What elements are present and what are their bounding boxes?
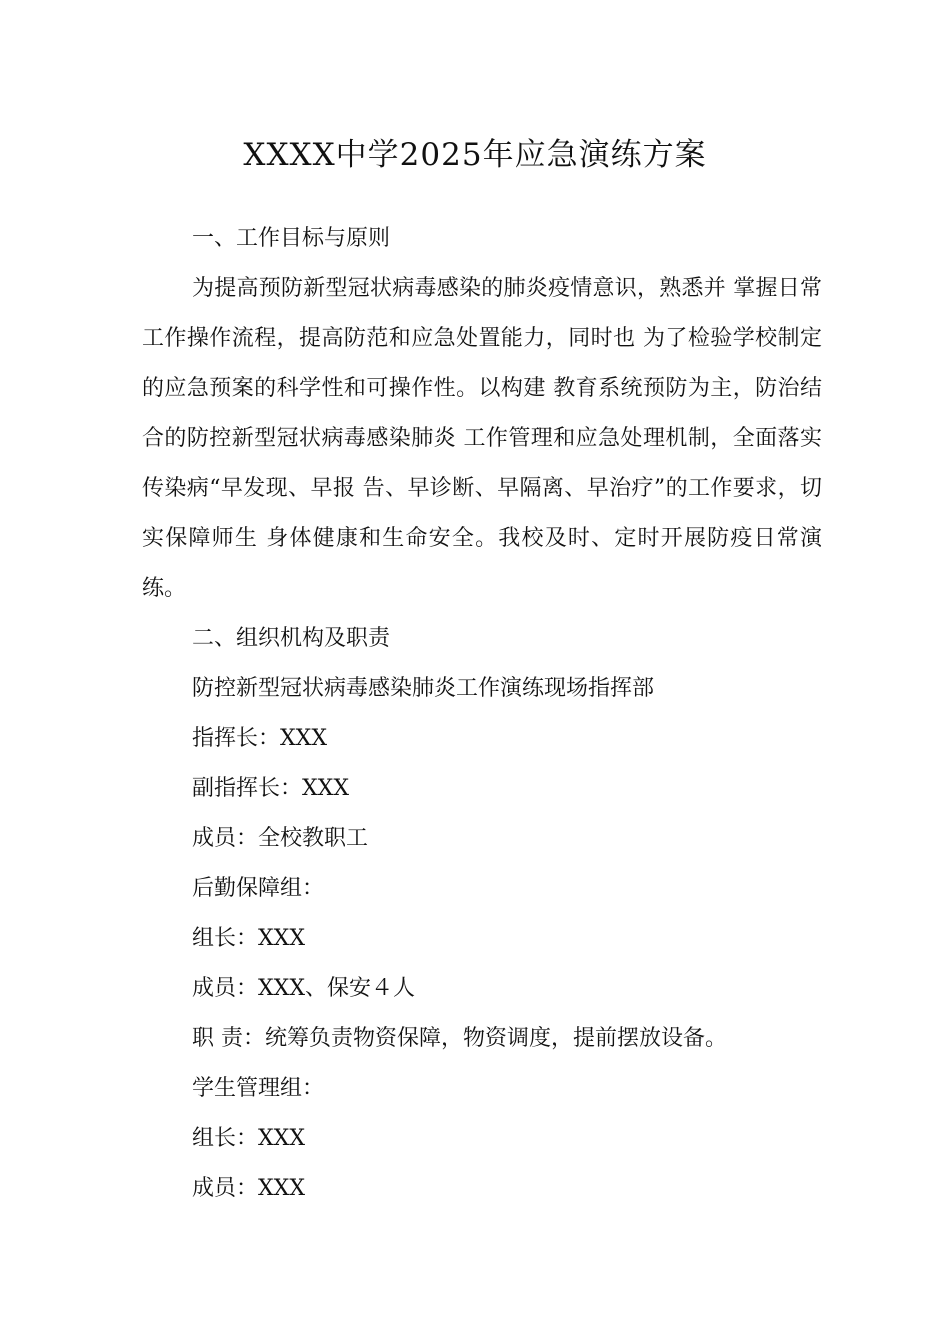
line-members-all-staff: 成员：全校教职工 bbox=[192, 826, 369, 851]
document-title: XXXX中学2025年应急演练方案 bbox=[243, 137, 707, 173]
line-logistics-group: 后勤保障组： bbox=[192, 876, 325, 901]
document-body bbox=[142, 214, 822, 1214]
line-commander: 指挥长：XXX bbox=[192, 726, 327, 751]
line-logistics-leader: 组长：XXX bbox=[192, 926, 305, 951]
paragraph-goals: 为提高预防新型冠状病毒感染的肺炎疫情意识，熟悉并 掌握日常工作操作流程，提高防范和应急处置能力，同时也 为了检验学校制定的应急预案的科学性和可操作性。以构建 教育系统预防为主，防治结合的防控新型冠状病毒感染肺炎 工作管理和应急处理机制，全面落实传染病“早发现、早报 告、早诊断、早隔离、早治疗”的工作要求，切实保障师生 身体健康和生命安全。我校及时、定时开展防疫日常演练。 bbox=[142, 276, 822, 601]
line-logistics-duties: 职 责：统筹负责物资保障，物资调度，提前摆放设备。 bbox=[192, 1026, 727, 1051]
line-logistics-members: 成员：XXX、保安４人 bbox=[192, 976, 415, 1001]
section-heading-organization: 二、组织机构及职责 bbox=[192, 626, 391, 651]
line-command-center: 防控新型冠状病毒感染肺炎工作演练现场指挥部 bbox=[192, 676, 655, 701]
section-heading-goals: 一、工作目标与原则 bbox=[192, 226, 391, 251]
line-deputy-commander: 副指挥长：XXX bbox=[192, 776, 349, 801]
line-student-management-group: 学生管理组： bbox=[192, 1076, 325, 1101]
line-student-management-leader: 组长：XXX bbox=[192, 1126, 305, 1151]
line-student-management-members: 成员：XXX bbox=[192, 1176, 305, 1201]
